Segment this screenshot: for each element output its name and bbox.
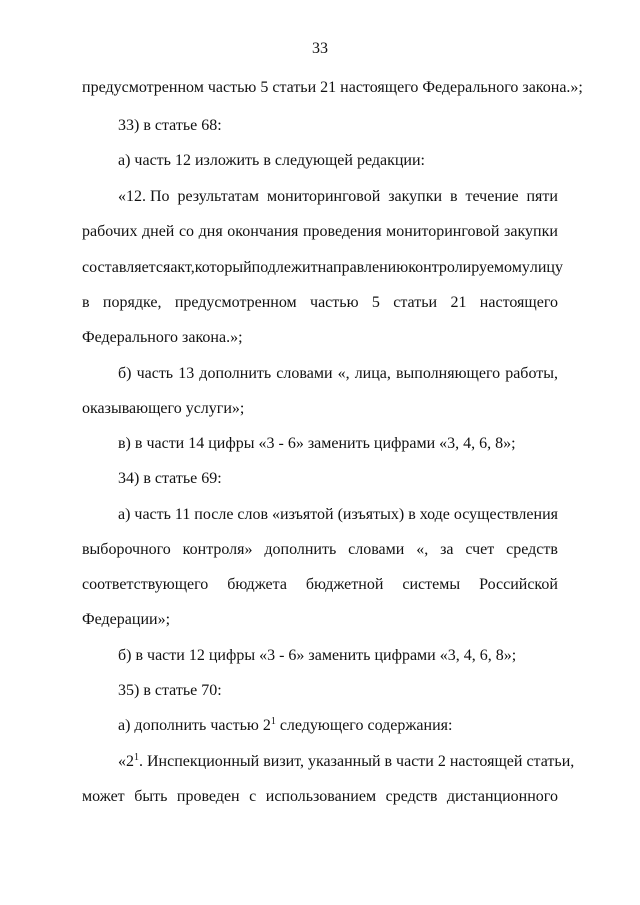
word: осуществления <box>453 506 558 523</box>
word: частью <box>310 294 359 311</box>
word: в <box>450 188 458 205</box>
word: контролируемому <box>408 259 530 276</box>
text-line <box>118 752 575 772</box>
text-line <box>118 364 558 384</box>
word: проведения <box>302 223 382 240</box>
word: 13 <box>178 365 195 382</box>
word: «12. По <box>118 188 170 205</box>
list-item-heading: 33) в статье 68: <box>118 117 222 134</box>
text-line: Федерации»; <box>82 611 171 628</box>
text-line: а) часть 12 изложить в следующей редакции: <box>118 152 425 169</box>
text-line <box>82 258 563 278</box>
word: дополнить <box>199 365 272 382</box>
word: с <box>249 788 257 805</box>
word: средств <box>506 541 558 558</box>
word: закупки <box>388 188 443 205</box>
word: соответствующего <box>82 576 209 593</box>
word: направлению <box>317 259 409 276</box>
word: настоящего <box>479 294 558 311</box>
word: акт, <box>170 259 195 276</box>
word: окончания <box>227 223 299 240</box>
word: 11 <box>174 506 191 523</box>
word: за <box>440 541 454 558</box>
word: который <box>194 259 252 276</box>
word: системы <box>402 576 461 593</box>
word: «, <box>416 541 429 558</box>
text-run: следующего содержания: <box>275 717 453 734</box>
word: со <box>178 223 195 240</box>
text-line: оказывающего услуги»; <box>82 400 245 417</box>
text-line <box>118 505 558 525</box>
word: слов <box>237 506 269 523</box>
text-line <box>82 787 558 807</box>
word: выборочного <box>82 541 171 558</box>
word: после <box>194 506 234 523</box>
word: часть <box>136 365 174 382</box>
word: мониторинговой <box>386 223 500 240</box>
word: в <box>82 294 90 311</box>
text-line <box>118 716 558 736</box>
page-number: 33 <box>312 40 328 57</box>
text-line <box>82 293 558 313</box>
word: лицу <box>529 259 563 276</box>
word: бюджета <box>227 576 287 593</box>
list-item-heading: 34) в статье 69: <box>118 470 222 487</box>
word: составляется <box>82 259 171 276</box>
word: может <box>82 788 125 805</box>
word: в <box>408 506 416 523</box>
word: средств <box>385 788 438 805</box>
word: мониторинговой <box>266 188 381 205</box>
superscript: 1 <box>270 716 276 727</box>
list-item-heading: 35) в статье 70: <box>118 682 222 699</box>
word: работы, <box>505 365 558 382</box>
word: словами <box>348 541 405 558</box>
word: результатам <box>177 188 260 205</box>
word: лица, <box>354 365 391 382</box>
word: предусмотренном <box>174 294 297 311</box>
word: проведен <box>176 788 240 805</box>
word: 5 <box>371 294 380 311</box>
word: выполняющего <box>396 365 501 382</box>
word: порядке, <box>102 294 162 311</box>
superscript: 1 <box>134 752 139 763</box>
word: использованием <box>265 788 377 805</box>
word: пяти <box>526 188 558 205</box>
word: дней <box>142 223 175 240</box>
word: часть <box>134 506 171 523</box>
text-run: «2 <box>118 753 134 770</box>
word: счет <box>465 541 495 558</box>
word: дополнить <box>264 541 337 558</box>
word: закупки <box>504 223 558 240</box>
text-run: . Инспекционный визит, указанный в части 2 настоящей статьи, <box>139 753 575 770</box>
text-line <box>82 222 558 242</box>
word: а) <box>118 506 131 523</box>
word: дистанционного <box>446 788 558 805</box>
word: подлежит <box>251 259 318 276</box>
text-line <box>82 575 558 595</box>
word: бюджетной <box>305 576 384 593</box>
text-line <box>82 540 558 560</box>
word: «изъятой <box>272 506 334 523</box>
word: дня <box>198 223 223 240</box>
text-line: предусмотренном частью 5 статьи 21 настоящего Федерального закона.»; <box>82 79 583 96</box>
word: ходе <box>419 506 450 523</box>
word: 21 <box>450 294 467 311</box>
text-line: в) в части 14 цифры «3 - 6» заменить цифрами «3, 4, 6, 8»; <box>118 435 516 452</box>
word: «, <box>337 365 350 382</box>
text-line: б) в части 12 цифры «3 - 6» заменить цифрами «3, 4, 6, 8»; <box>118 647 517 664</box>
word: словами <box>276 365 333 382</box>
text-line: Федерального закона.»; <box>82 329 243 346</box>
text-run: а) дополнить частью 2 <box>118 717 271 734</box>
word: Российской <box>479 576 558 593</box>
word: контроля» <box>182 541 253 558</box>
word: рабочих <box>82 223 138 240</box>
word: б) <box>118 365 132 382</box>
word: течение <box>465 188 519 205</box>
text-line <box>118 187 558 207</box>
word: быть <box>134 788 168 805</box>
word: (изъятых) <box>337 506 405 523</box>
word: статьи <box>393 294 438 311</box>
